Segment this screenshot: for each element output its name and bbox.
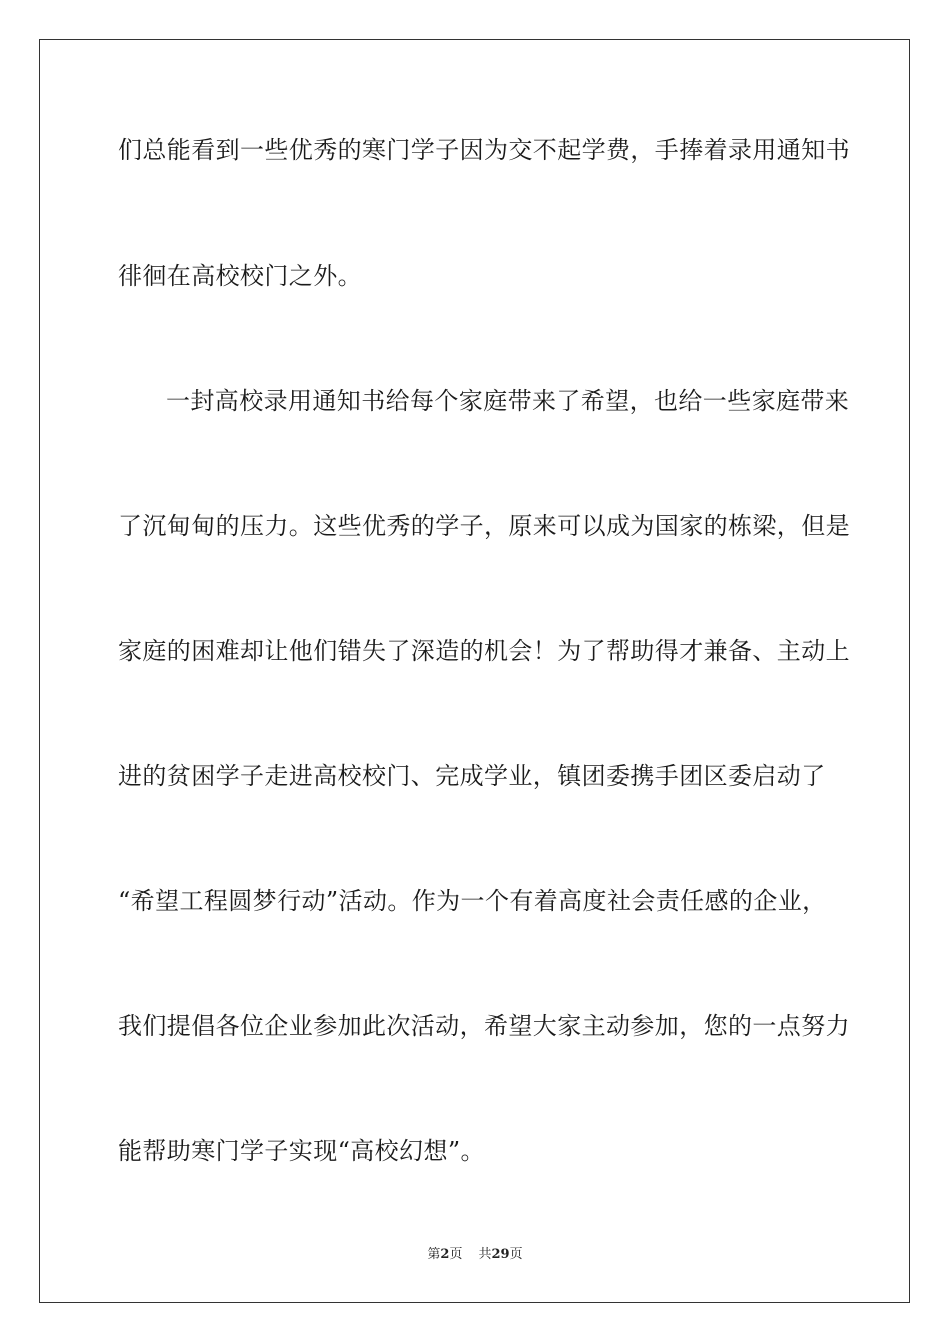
text-line-5: 家庭的困难却让他们错失了深造的机会！为了帮助得才兼备、主动上 — [118, 637, 850, 665]
text-line-8: 我们提倡各位企业参加此次活动，希望大家主动参加，您的一点努力 — [118, 1012, 850, 1040]
page-border — [39, 39, 910, 1303]
text-line-6: 进的贫困学子走进高校校门、完成学业，镇团委携手团区委启动了 — [118, 762, 826, 790]
current-page-number: 2 — [440, 1247, 450, 1262]
text-line-3-paragraph-start: 一封高校录用通知书给每个家庭带来了希望，也给一些家庭带来 — [166, 387, 850, 415]
text-line-1: 们总能看到一些优秀的寒门学子因为交不起学费，手捧着录用通知书 — [118, 136, 850, 164]
total-label-prefix: 共 — [478, 1247, 492, 1262]
page-footer — [0, 1246, 950, 1264]
text-line-4: 了沉甸甸的压力。这些优秀的学子，原来可以成为国家的栋梁，但是 — [118, 512, 850, 540]
page-label-prefix: 第 — [427, 1247, 441, 1262]
total-pages-number: 29 — [491, 1247, 510, 1262]
text-line-2: 徘徊在高校校门之外。 — [118, 262, 362, 290]
text-line-7: “希望工程圆梦行动”活动。作为一个有着高度社会责任感的企业， — [118, 887, 827, 915]
total-label-suffix: 页 — [509, 1247, 523, 1262]
page-label-suffix: 页 — [449, 1247, 463, 1262]
text-line-9: 能帮助寒门学子实现“高校幻想”。 — [118, 1137, 485, 1165]
